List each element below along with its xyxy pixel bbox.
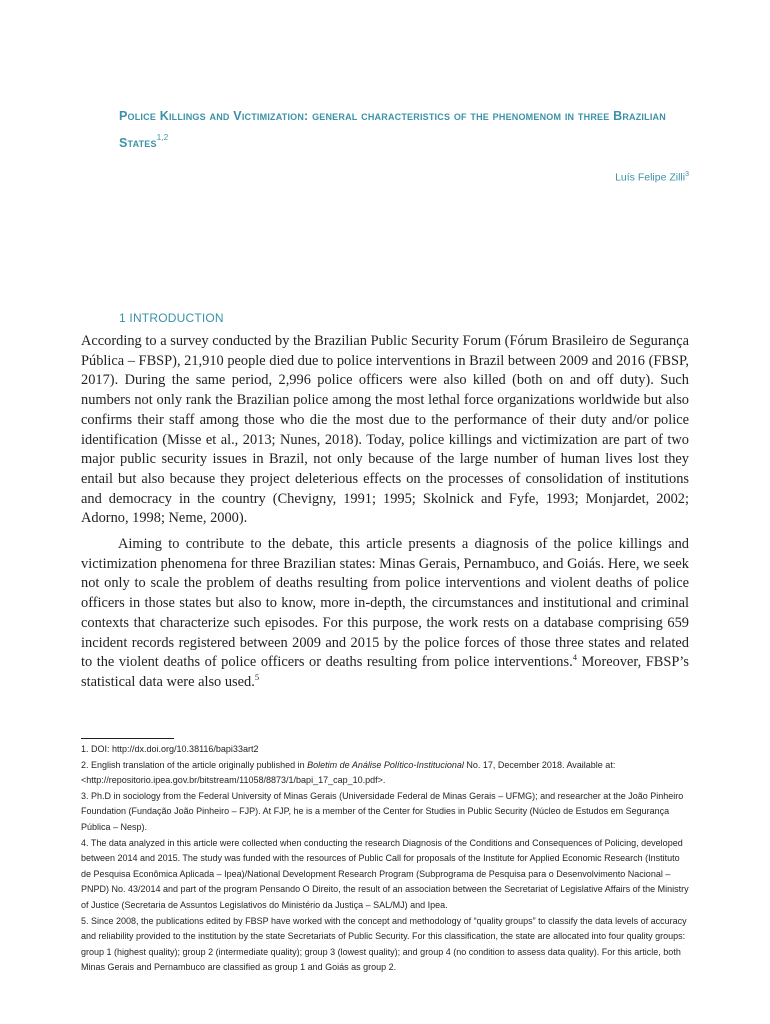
article-title-text: Police Killings and Victimization: general characteristics of the phenomenom in three Brazilian States (119, 109, 666, 151)
footnote-2-journal: Boletim de Análise Político-Institucional (307, 759, 464, 770)
author-footnote-ref: 3 (685, 171, 689, 178)
paragraph-2-text: Aiming to contribute to the debate, this article presents a diagnosis of the police killings and victimization phenomena for three Brazilian states: Minas Gerais, Pernambuco, and Goiás. Here, we seek not only to scale the problem of deaths resulting from police interventions and violent deaths of police officers in those states but also to know, more in-depth, the circumstances and institutional and criminal contexts that characterize such episodes. For this purpose, the work rests on a database comprising 659 incident records registered between 2009 and 2015 by the police forces of those three states and related to the violent deaths of police officers or deaths resulting from police interventions. (81, 536, 689, 671)
article-title-footnote-ref: 1,2 (156, 133, 169, 142)
footnote-4: 4. The data analyzed in this article were collected when conducting the research Diagnosis of the Conditions and Consequences of Policing, developed between 2014 and 2015. The study was funded with the resources of Public Call for proposals of the Institute for Applied Economic Research (Instituto de Pesquisa Econômica Aplicada – Ipea)/National Development Research Program (Subprograma de Pesquisa para o Desenvolvimento Nacional – PNPD) No. 43/2014 and part of the program Pensando O Direito, the result of an association between the Secretariat of Legislative Affairs of the Ministry of Justice (Secretaria de Assuntos Legislativos do Ministério da Justiça – SAL/MJ) and Ipea. (81, 837, 689, 910)
footnote-divider (81, 738, 174, 739)
footnote-2 (81, 758, 689, 789)
footnote-3: 3. Ph.D in sociology from the Federal University of Minas Gerais (Universidade Federal de Minas Gerais – UFMG); and researcher at the João Pinheiro Foundation (Fundação João Pinheiro – FJP). At FJP, he is a member of the Center for Studies in Public Security (Núcleo de Estudos em Segurança Pública – Nesp). (81, 790, 684, 832)
paragraph-2 (81, 535, 689, 693)
section-heading: 1 INTRODUCTION (119, 311, 224, 325)
footnotes (81, 742, 689, 976)
author-name-text: Luís Felipe Zilli (615, 171, 686, 184)
footnote-2-text-end: No. 17, December 2018. Available at: <http://repositorio.ipea.gov.br/bitstream/11058/8873/1/bapi_17_cap_10.pdf>. (81, 759, 616, 786)
footnote-ref-4: 4 (572, 652, 577, 663)
footnote-ref-5: 5 (254, 672, 260, 683)
footnote-2-text: 2. English translation of the article originally published in (81, 759, 308, 770)
article-title (119, 104, 679, 155)
paragraph-1: According to a survey conducted by the Brazilian Public Security Forum (Fórum Brasileiro de Segurança Pública – FBSP), 21,910 people died due to police interventions in Brazil between 2009 and 2016 (FBSP, 2017). During the same period, 2,996 police officers were also killed (both on and off duty). Such numbers not only rank the Brazilian police among the most lethal force organizations worldwide but also confirms their staff among those who die the most due to the performance of their duty and/or police identification (Misse et al., 2013; Nunes, 2018). Today, police killings and victimization are part of two major public security issues in Brazil, not only because of the large number of human lives lost they entail but also because they project deleterious effects on the processes of consolidation of institutions and democracy in the country (Chevigny, 1991; 1995; Skolnick and Fyfe, 1993; Monjardet, 2002; Adorno, 1998; Neme, 2000). (81, 333, 689, 527)
footnote-1: 1. DOI: http://dx.doi.org/10.38116/bapi33art2 (81, 744, 259, 754)
author-name (615, 171, 689, 184)
paragraph-2-text-end: Moreover, FBSP’s statistical data were also used. (81, 654, 689, 690)
footnote-5: 5. Since 2008, the publications edited by FBSP have worked with the concept and methodology of “quality groups” to classify the data levels of accuracy and reliability provided to the institution by the state Secretariats of Public Security. For this classification, the state are allocated into four quality groups: group 1 (highest quality); group 2 (intermediate quality); group 3 (lowest quality); and group 4 (no condition to assess data quality). For this article, both Minas Gerais and Pernambuco are classified as group 1 and Goiás as group 2. (81, 915, 687, 973)
